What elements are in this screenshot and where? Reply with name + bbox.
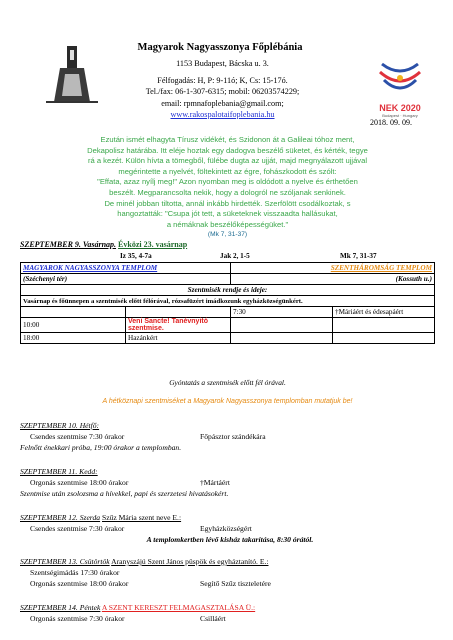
day-entry (20, 512, 440, 552)
parish-title: Magyarok Nagyasszonya Főplébánia (137, 42, 303, 53)
day-list (20, 420, 440, 628)
reading-1: Iz 35, 4-7a (120, 252, 152, 260)
sunday-date: SZEPTEMBER 9. Vasárnap. (20, 240, 117, 249)
rosary-notice: Vasárnap és főünnepen a szentmisék előtt félórával, rózsafüzért imádkozunk egyházközségünkért. (21, 296, 435, 307)
mass-intention-2 (333, 318, 435, 333)
day-line: Orgonás szentmise 18:00 órakor †Mártáért (30, 478, 230, 487)
day-line: Orgonás szentmise 18:00 órakor Segítő Szűz tiszteletére (30, 579, 271, 588)
office-hours: Félfogadás: H, P: 9-11ó; K, Cs: 15-17ó. (157, 75, 288, 85)
day-note: Szentmise után zsolozsma a hívekkel, papi és szerzetesi hivatásokért. (20, 489, 229, 498)
gospel-line: De minél jobban tiltotta, annál inkább hirdették. Szerfölött csodálkoztak, s (104, 198, 351, 208)
day-entry (20, 420, 440, 460)
gospel-line: hangoztatták: "Csupa jót tett, a süketeknek visszaadta hallásukat, (117, 209, 338, 219)
address: 1153 Budapest, Bácska u. 3. (176, 59, 269, 68)
parish-logo (42, 44, 102, 106)
gospel-line: a némáknak beszélőképességüket." (166, 219, 289, 229)
email: email: rpmnafoplebania@gmail.com; (161, 98, 284, 108)
nek-logo-subtext: Budapest · Hungary (382, 113, 418, 118)
day-note: Felnőtt énekkari próba, 19:00 órakor a templomban. (20, 443, 182, 452)
day-title: SZEPTEMBER 11. Kedd: (20, 467, 98, 476)
table-row (21, 333, 435, 344)
mass-time: 18:00 (21, 333, 126, 344)
mass-time-2: 7:30 (231, 307, 333, 318)
mass-time-2 (231, 333, 333, 344)
table-row (21, 307, 435, 318)
day-entry (20, 556, 440, 594)
day-line: Csendes szentmise 7:30 órakor Főpásztor szándékára (30, 432, 266, 441)
church-left: MAGYAROK NAGYASSZONYA TEMPLOM (21, 263, 231, 274)
gospel-line: Ezután ismét elhagyta Tírusz vidékét, és Szidonon át a Galileai tóhoz ment, (100, 135, 355, 144)
mass-time (21, 307, 126, 318)
mass-intention-2 (333, 333, 435, 344)
day-line: Csendes szentmise 7:30 órakor Egyházközségért (30, 524, 252, 533)
mass-intention-2: †Máriáért és édesapáért (333, 307, 435, 318)
gospel-line: "Effata, azaz nyílj meg!" Azon nyomban meg is oldódott a nyelve és érthetően (97, 177, 358, 187)
mass-intention: Hazánkért (126, 333, 231, 344)
website-link[interactable]: www.rakospalotaifoplebania.hu (170, 110, 275, 119)
weekday-note: A hétköznapi szentmiséket a Magyarok Nagyasszonya templomban mutatjuk be! (102, 398, 353, 405)
reading-2: Jak 2, 1-5 (220, 252, 250, 260)
sunday-header (20, 240, 440, 249)
header-contact (110, 58, 335, 121)
gospel-line: megérintette a nyelvét, föltekintett az égre, fohászkodott és szólt: (118, 166, 337, 176)
gospel-reference: (Mk 7, 31-37) (207, 231, 248, 239)
bulletin-date: 2018. 09. 09. (370, 118, 412, 127)
day-note: A templomkertben lévő kisház takarítása, 8:30 órától. (146, 535, 314, 544)
church-right: SZENTHÁROMSÁG TEMPLOM (231, 263, 435, 274)
reading-3: Mk 7, 31-37 (340, 252, 377, 260)
mass-time-2 (231, 318, 333, 333)
sunday-label: Évközi 23. vasárnap (118, 240, 188, 249)
gospel-line: rá a kezét. Külön hívta a tömegből, fülébe dugta az ujját, majd megnyálazott ujjával (87, 156, 368, 166)
confession-note: Gyóntatás a szentmisék előtt fél órával. (169, 378, 286, 387)
gospel-text (40, 135, 415, 241)
day-title: SZEPTEMBER 12. Szerda Szűz Mária szent neve E.: (20, 513, 182, 522)
place-left: (Széchenyi tér) (21, 274, 231, 285)
day-title: SZEPTEMBER 13. Csütörtök Aranyszájú Szent János püspök és egyháztanító. E.: (20, 557, 269, 566)
mass-table (20, 262, 435, 344)
nek2020-logo (370, 60, 430, 118)
phone: Tel./fax: 06-1-307-6315; mobil: 06203574229; (145, 87, 300, 96)
day-line: Szentségimádás 17:30 órakor (30, 568, 120, 577)
day-entry (20, 602, 440, 628)
nek-logo-text: NEK 2020 (379, 103, 421, 113)
day-entry (20, 466, 440, 506)
day-title: SZEPTEMBER 10. Hétfő: (20, 421, 100, 430)
day-line: Orgonás szentmise 7:30 órakor Csilláért (30, 614, 226, 623)
mass-order-title: Szentmisék rendje és ideje: (21, 285, 435, 296)
mass-time: 10:00 (21, 318, 126, 333)
gospel-line: beszélt. Megparancsolta nekik, hogy a dologról ne szóljanak senkinek. (109, 187, 346, 197)
day-title: SZEPTEMBER 14. Péntek A SZENT KERESZT FELMAGASZTALÁSA Ü.: (20, 603, 256, 612)
mass-intention (126, 307, 231, 318)
table-row (21, 318, 435, 333)
place-right: (Kossuth u.) (231, 274, 435, 285)
mass-intention: Veni Sancte! Tanévnyitó szentmise. (126, 318, 231, 333)
gospel-line: Dekapolisz határába. Itt eléje hoztak egy dadogva beszélő süketet, és kérték, tegye (87, 145, 368, 155)
